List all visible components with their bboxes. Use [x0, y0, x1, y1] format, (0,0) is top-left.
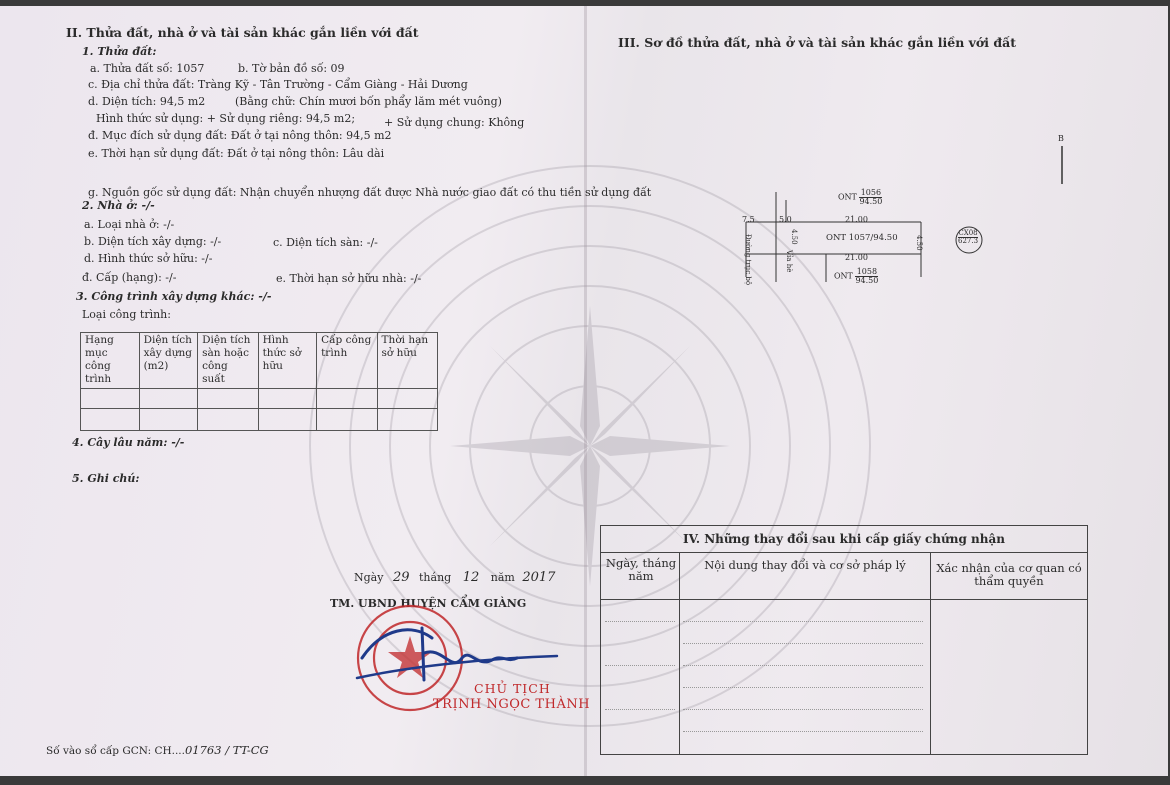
muc-dich: đ. Mục đích sử dụng đất: Đất ở tại nông thôn: 94,5 m2 [88, 129, 392, 142]
row-dotline [683, 731, 923, 732]
chu-tich-title: CHỦ TỊCH [474, 681, 551, 696]
bang-chu: (Bằng chữ: Chín mươi bốn phẩy lăm mét vuông) [235, 95, 502, 108]
signature [352, 618, 562, 688]
north-label: B [1058, 134, 1064, 143]
su-dung-chung: + Sử dụng chung: Không [384, 116, 525, 129]
cong-trinh-title: 3. Công trình xây dựng khác: -/- [76, 290, 272, 303]
dia-chi: c. Địa chỉ thửa đất: Tràng Kỹ - Tân Trường - Cẩm Giàng - Hải Dương [88, 78, 468, 91]
table-header: Cấp công trình [317, 333, 377, 389]
dim-left: 4.50 [790, 229, 798, 245]
signing-date [354, 571, 555, 586]
col-divider-1 [679, 552, 680, 754]
neighbor-bottom: 627.3 [958, 237, 979, 245]
table-header: Hạng mục công trình [81, 333, 140, 389]
row-dotline [683, 709, 923, 710]
main-parcel-label: ONT 1057/94.50 [826, 233, 898, 243]
loai-cong-trinh: Loại công trình: [82, 308, 171, 321]
section-4-title: IV. Những thay đổi sau khi cấp giấy chứng nhận [601, 526, 1087, 553]
road-label: Đường trục bộ [744, 234, 752, 286]
table-header: Diện tích sàn hoặc công suất [198, 333, 258, 389]
ngay-value: 29 [392, 570, 410, 585]
thang-value: 12 [462, 570, 480, 585]
section-2-title: II. Thửa đất, nhà ở và tài sản khác gắn liền với đất [66, 25, 419, 40]
thua-so: a. Thửa đất số: 1057 [90, 62, 205, 75]
parcel-1056-code: ONT [838, 192, 857, 202]
hinh-thuc-su-dung: Hình thức sử dụng: + Sử dụng riêng: 94,5 m2; [96, 112, 356, 125]
org-name: TM. UBND HUYỆN CẨM GIÀNG [330, 597, 527, 610]
dien-tich: d. Diện tích: 94,5 m2 [88, 95, 206, 108]
parcel-1058 [834, 268, 878, 285]
parcel-1058-code: ONT [834, 271, 853, 281]
col-confirm-header: Xác nhận của cơ quan có thẩm quyền [936, 561, 1082, 589]
changes-table [600, 525, 1088, 755]
north-arrow-icon [1058, 146, 1066, 186]
dim-5-0: 5.0 [779, 215, 792, 224]
row-dotline [683, 643, 923, 644]
table-header: Diện tích xây dựng (m2) [139, 333, 198, 389]
thoi-han-so-huu: e. Thời hạn sở hữu nhà: -/- [276, 272, 422, 285]
neighbor-marker [958, 230, 978, 245]
cong-trinh-table [80, 332, 438, 431]
registry-value: 01763 / TT-CG [184, 743, 269, 757]
row-dotline [683, 621, 923, 622]
col-content-header: Nội dung thay đổi và cơ sở pháp lý [704, 558, 906, 572]
neighbor-top: CX08 [958, 229, 978, 237]
dim-bottom: 21.00 [845, 253, 868, 262]
parcel-1058-area: 94.50 [855, 276, 879, 285]
col-date-header: Ngày, tháng năm [605, 556, 677, 584]
hinh-thuc-so-huu: d. Hình thức sở hữu: -/- [84, 252, 213, 265]
parcel-1056-fraction [859, 189, 882, 206]
parcel-1058-num: 1058 [856, 267, 878, 276]
registry-label: Số vào sổ cấp GCN: CH.... [46, 745, 185, 757]
signer-name: TRỊNH NGỌC THÀNH [433, 697, 591, 712]
cap-hang: đ. Cấp (hạng): -/- [82, 271, 177, 284]
dim-top: 21.00 [845, 215, 868, 224]
thua-dat-title: 1. Thửa đất: [82, 45, 157, 58]
dien-tich-xd: b. Diện tích xây dựng: -/- [84, 235, 222, 248]
page-fold [584, 6, 587, 776]
thang-label: tháng [419, 571, 452, 584]
row-dotline [605, 709, 675, 710]
ghi-chu: 5. Ghi chú: [72, 472, 140, 485]
parcel-1056-num: 1056 [860, 188, 882, 197]
row-dotline [605, 621, 675, 622]
nguon-goc: g. Nguồn gốc sử dụng đất: Nhận chuyển nhượng đất được Nhà nước giao đất có thu tiền sử dụng đất [88, 186, 652, 199]
dim-7-5: 7.5 [742, 215, 755, 224]
sidewalk-label: Vỉa hè [785, 250, 793, 273]
nam-value: 2017 [522, 570, 556, 585]
ngay-label: Ngày [354, 571, 384, 584]
col-divider-2 [930, 552, 931, 754]
parcel-1056 [838, 189, 882, 206]
nam-label: năm [490, 571, 515, 584]
registry-number [46, 744, 269, 757]
row-dotline [605, 665, 675, 666]
table-header: Thời hạn sở hữu [377, 333, 437, 389]
parcel-1058-fraction [855, 268, 878, 285]
dien-tich-san: c. Diện tích sàn: -/- [273, 236, 378, 249]
header-divider [601, 599, 1087, 600]
to-ban-do: b. Tờ bản đồ số: 09 [238, 62, 345, 75]
row-dotline [683, 665, 923, 666]
nha-o-title: 2. Nhà ở: -/- [82, 199, 155, 212]
dim-right: 4.50 [915, 235, 923, 251]
section-3-title: III. Sơ đồ thửa đất, nhà ở và tài sản khác gắn liền với đất [618, 35, 1016, 50]
row-dotline [683, 687, 923, 688]
table-header: Hình thức sở hữu [258, 333, 317, 389]
loai-nha: a. Loại nhà ở: -/- [84, 218, 175, 231]
cay-lau-nam: 4. Cây lâu năm: -/- [72, 436, 185, 449]
thoi-han: e. Thời hạn sử dụng đất: Đất ở tại nông thôn: Lâu dài [88, 147, 385, 160]
certificate-sheet [0, 6, 1168, 776]
parcel-1056-area: 94.50 [859, 197, 883, 206]
